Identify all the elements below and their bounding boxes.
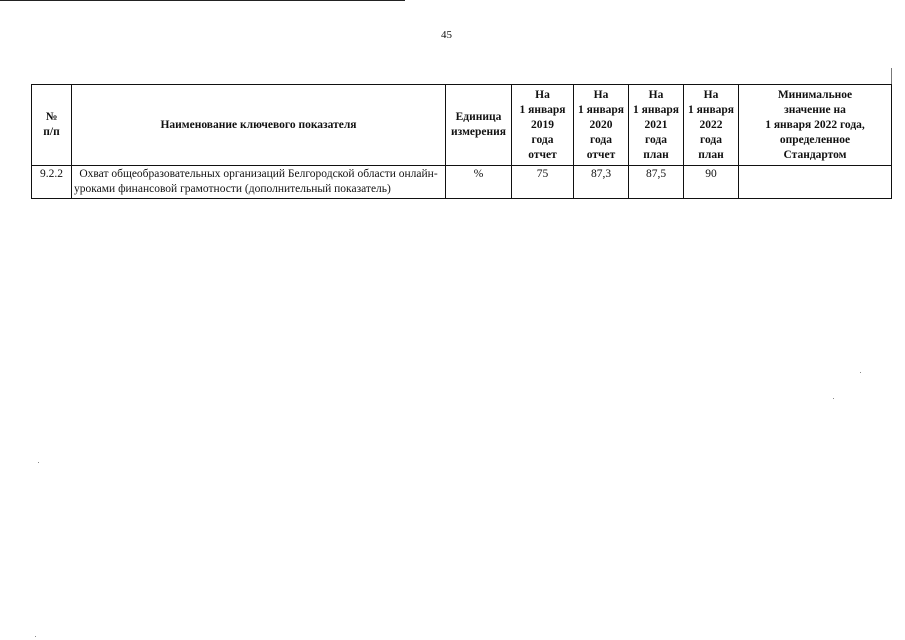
scan-speck <box>38 462 39 463</box>
header-2022: На 1 января 2022 года план <box>684 85 739 166</box>
header-name: Наименование ключевого показателя <box>72 85 446 166</box>
cell-2019: 75 <box>512 166 574 199</box>
page-number: 45 <box>441 29 452 41</box>
header-num: № п/п <box>32 85 72 166</box>
scan-speck <box>833 398 834 399</box>
cell-num: 9.2.2 <box>32 166 72 199</box>
cell-2020: 87,3 <box>574 166 629 199</box>
header-2019: На 1 января 2019 года отчет <box>512 85 574 166</box>
key-indicators-table <box>31 84 892 199</box>
cell-name: Охват общеобразовательных организаций Белгородской области онлайн-уроками финансовой грамотности (дополнительный показатель) <box>72 166 446 199</box>
scan-speck <box>35 636 36 637</box>
cell-minimum <box>739 166 892 199</box>
header-2021: На 1 января 2021 года план <box>629 85 684 166</box>
header-2020: На 1 января 2020 года отчет <box>574 85 629 166</box>
top-rule <box>0 0 405 1</box>
cell-unit: % <box>446 166 512 199</box>
scan-speck <box>860 372 861 373</box>
header-unit: Единица измерения <box>446 85 512 166</box>
cell-2021: 87,5 <box>629 166 684 199</box>
table-row <box>32 166 892 199</box>
table-header-row <box>32 85 892 166</box>
header-minimum: Минимальное значение на 1 января 2022 года, определенное Стандартом <box>739 85 892 166</box>
cell-2022: 90 <box>684 166 739 199</box>
